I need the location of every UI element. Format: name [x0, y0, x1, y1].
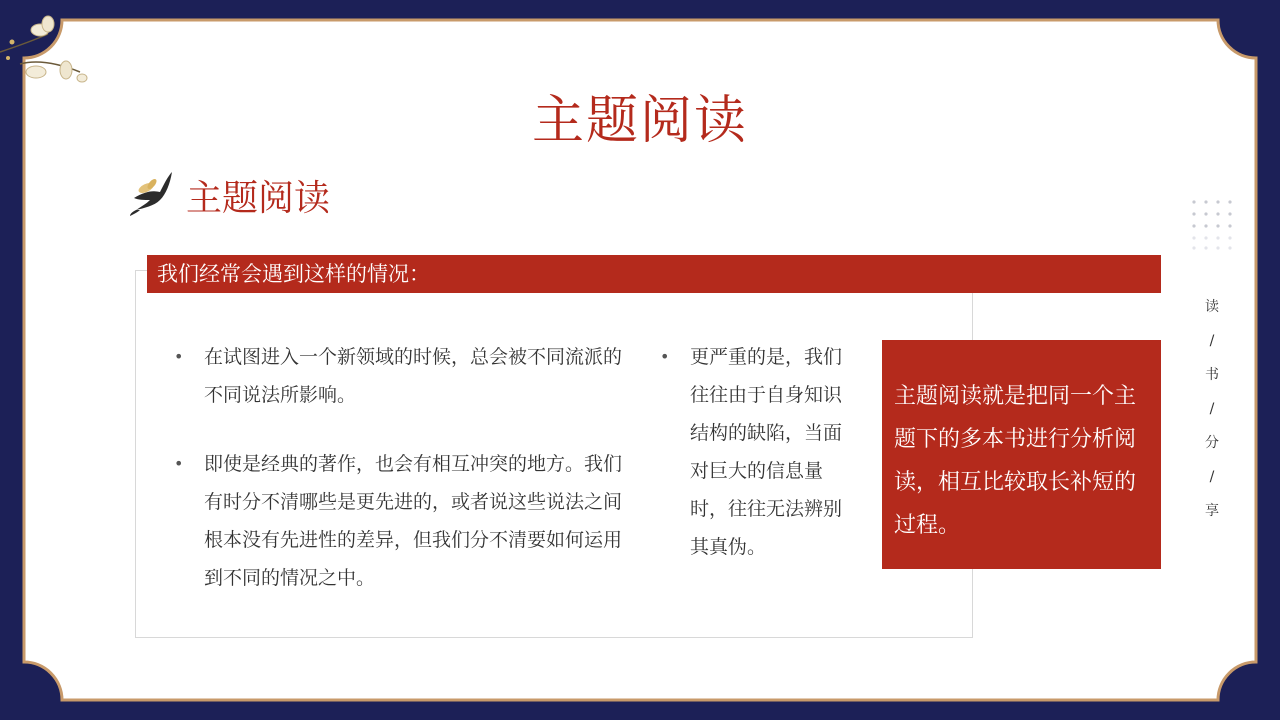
bullet-text: 更严重的是，我们往往由于自身知识结构的缺陷，当面对巨大的信息量时，往往无法辨别其真伪。 [690, 346, 843, 558]
side-char: / [1209, 401, 1215, 417]
bullet-item [174, 445, 634, 597]
header-bar: 我们经常会遇到这样的情况： [147, 255, 1161, 293]
side-char: / [1209, 469, 1215, 485]
section-heading: 主题阅读 [186, 178, 331, 219]
bullet-dot: • [660, 347, 670, 366]
bullet-dot: • [174, 347, 184, 366]
side-char: 享 [1205, 503, 1219, 519]
side-char: / [1209, 333, 1215, 349]
dot-grid-icon [1192, 200, 1236, 252]
bullet-item [660, 338, 860, 566]
side-char: 读 [1205, 299, 1219, 315]
side-char: 书 [1205, 367, 1219, 383]
bullet-dot: • [174, 454, 184, 473]
page-title: 主题阅读 [531, 91, 748, 151]
bullet-text: 即使是经典的著作，也会有相互冲突的地方。我们有时分不清哪些是更先进的，或者说这些说法之间根本没有先进性的差异，但我们分不清要如何运用到不同的情况之中。 [204, 453, 623, 589]
swallow-bird-icon [130, 170, 174, 216]
magnolia-flower-icon [0, 12, 100, 87]
bullet-item [174, 338, 624, 414]
side-vertical-text [1200, 290, 1224, 528]
bullet-text: 在试图进入一个新领域的时候，总会被不同流派的不同说法所影响。 [204, 346, 623, 406]
definition-box: 主题阅读就是把同一个主题下的多本书进行分析阅读，相互比较取长补短的过程。 [882, 340, 1161, 569]
side-char: 分 [1205, 435, 1219, 451]
